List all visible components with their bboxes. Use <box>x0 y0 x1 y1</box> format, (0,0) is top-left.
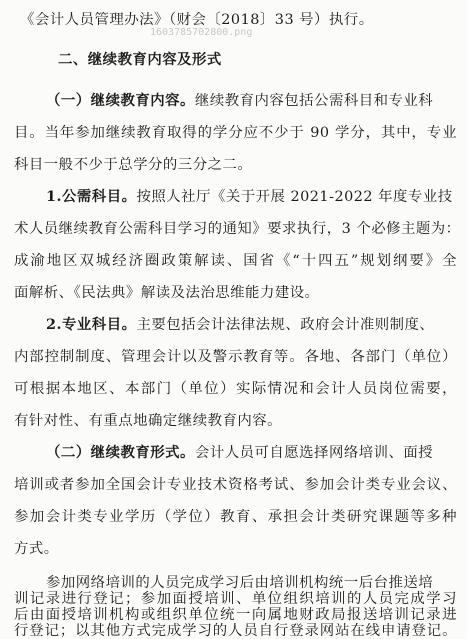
item-1-text: 按照人社厅《关于开展 2021-2022 年度专业技 <box>136 189 453 205</box>
para-2-line-3: 成渝地区双城经济圈政策解读、国省《“十四五”规划纲要》全 <box>14 253 457 269</box>
para-2-line-4: 面解析、《民法典》解读及法治思维能力建设。 <box>14 285 320 301</box>
item-2-title: 2.专业科目。 <box>46 316 137 333</box>
para-1-line-2: 目。当年参加继续教育取得的学分应不少于 90 学分，其中，专业 <box>14 125 457 141</box>
para-4-line-1 <box>46 443 433 463</box>
subsection-1-title: （一）继续教育内容。 <box>46 92 195 109</box>
para-2-line-1 <box>46 187 453 207</box>
watermark-text: 1603785702800.png <box>150 27 253 38</box>
para-1-text: 继续教育内容包括公需科目和专业科 <box>194 93 434 109</box>
para-4-line-3: 参加会计类专业学历（学位）教育、承担会计类研究课题等多种 <box>14 509 457 525</box>
para-3-line-4: 有针对性、有重点地确定继续教育内容。 <box>14 413 283 429</box>
section-heading: 二、继续教育内容及形式 <box>58 52 222 68</box>
para-3-line-1 <box>46 315 434 335</box>
para-1-line-3: 科目一般不少于总学分的三分之二。 <box>14 157 253 173</box>
para-4-text: 会计人员可自愿选择网络培训、面授 <box>194 445 434 461</box>
para-1-line-1 <box>46 91 433 111</box>
item-1-title: 1.公需科目。 <box>46 188 137 205</box>
para-5-line-2: 训记录进行登记；参加面授培训、单位组织培训的人员完成学习 <box>14 591 457 607</box>
para-5-line-1: 参加网络培训的人员完成学习后由培训机构统一后台推送培 <box>46 575 434 591</box>
para-5-line-4: 行登记；以其他方式完成学习的人员自行登录网站在线申请登记。 <box>14 623 457 639</box>
para-5-line-3: 后由面授培训机构或组织单位统一向属地财政局报送培训记录进 <box>14 607 457 623</box>
para-3-line-3: 可根据本地区、本部门（单位）实际情况和会计人员岗位需要， <box>14 381 457 397</box>
subsection-2-title: （二）继续教育形式。 <box>46 444 195 461</box>
item-2-text: 主要包括会计法律法规、政府会计准则制度、 <box>136 317 435 333</box>
line-1: 《会计人员管理办法》（财会〔2018〕33 号）执行。 <box>20 12 374 28</box>
para-4-line-2: 培训或者参加全国会计专业技术资格考试、参加会计类专业会议、 <box>14 477 457 493</box>
para-3-line-2: 内部控制制度、管理会计以及警示教育等。各地、各部门（单位） <box>14 349 457 365</box>
para-2-line-2: 术人员继续教育公需科目学习的通知》要求执行，3 个必修主题为： <box>14 221 461 237</box>
para-4-line-4: 方式。 <box>14 541 59 557</box>
